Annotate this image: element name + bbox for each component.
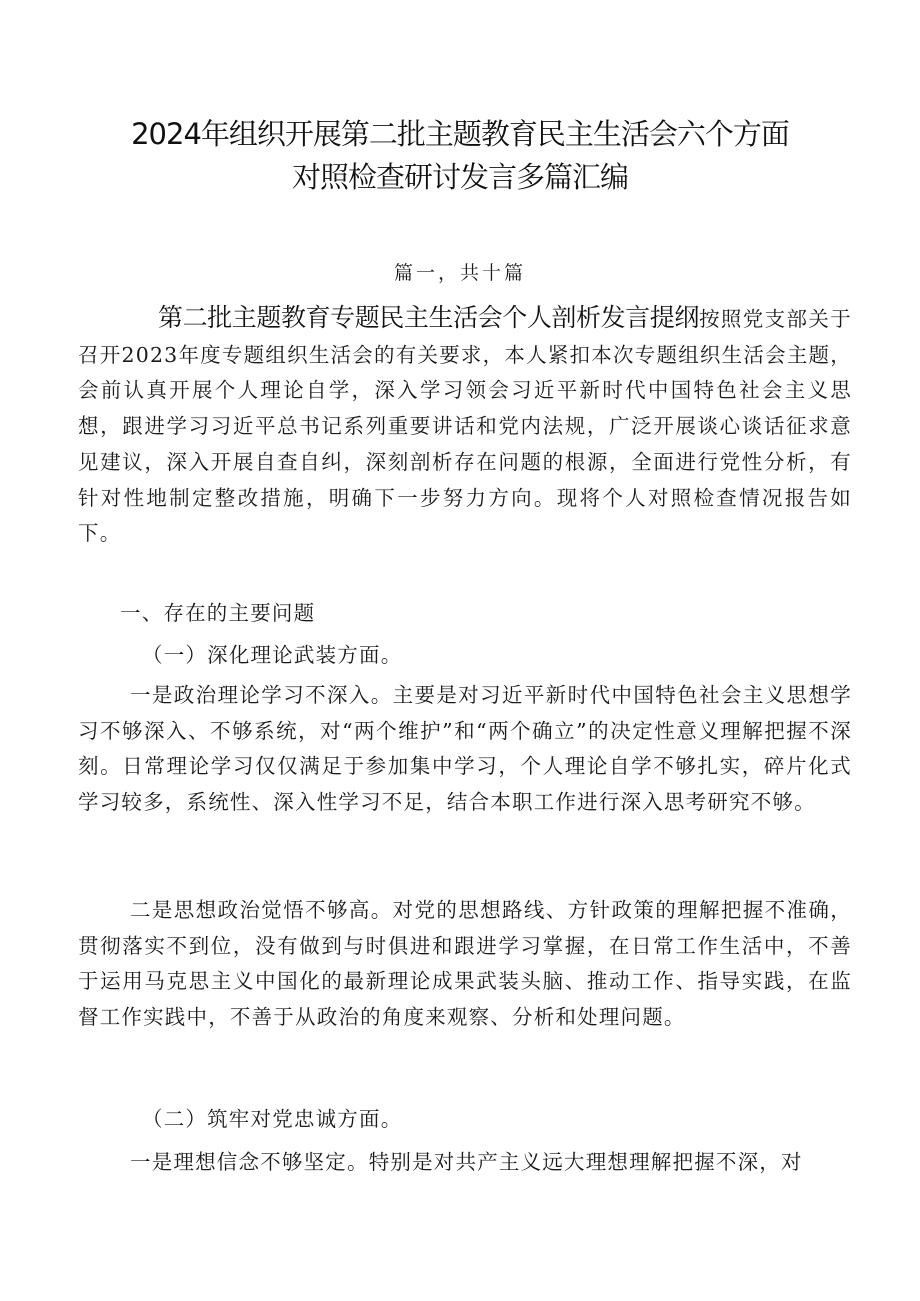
document-title-line-2: 对照检查研讨发言多篇汇编 — [291, 160, 628, 194]
document-title-line-1: 2024年组织开展第二批主题教育民主生活会六个方面 — [131, 117, 789, 151]
subsection-two-heading: （二）筑牢对党忠诚方面。 — [142, 1107, 403, 1131]
paragraph-two: 二是思想政治觉悟不够高。对党的思想路线、方针政策的理解把握不准确，贯彻落实不到位，没有做到与时俱进和跟进学习掌握，在日常工作生活中，不善于运用马克思主义中国化的最新理论成果武装头脑、推动工作、指导实践，在监督工作实践中，不善于从政治的角度来观察、分析和处理问题。 — [78, 898, 852, 1030]
part-one-heading: 一、存在的主要问题 — [120, 601, 316, 625]
paragraph-three: 一是理想信念不够坚定。特别是对共产主义远大理想理解把握不深，对 — [130, 1150, 803, 1174]
article-subtitle: 篇一，共十篇 — [393, 262, 526, 284]
paragraph-one: 一是政治理论学习不深入。主要是对习近平新时代中国特色社会主义思想学习不够深入、不够系统，对“两个维护”和“两个确立”的决定性意义理解把握不深刻。日常理论学习仅仅满足于参加集中学习，个人理论自学不够扎实，碎片化式学习较多，系统性、深入性学习不足，结合本职工作进行深入思考研究不够。 — [78, 683, 852, 815]
intro-text: 按照党支部关于召开2023年度专题组织生活会的有关要求，本人紧扣本次专题组织生活会主题，会前认真开展个人理论自学，深入学习领会习近平新时代中国特色社会主义思想，跟进学习习近平总书记系列重要讲话和党内法规，广泛开展谈心谈话征求意见建议，深入开展自查自纠，深刻剖析存在问题的根源，全面进行党性分析，有针对性地制定整改措施，明确下一步努力方向。现将个人对照检查情况报告如下。 — [78, 307, 852, 546]
subsection-one-heading: （一）深化理论武装方面。 — [142, 643, 403, 667]
section-heading: 第二批主题教育专题民主生活会个人剖析发言提纲 — [158, 303, 699, 332]
intro-paragraph — [78, 300, 852, 552]
